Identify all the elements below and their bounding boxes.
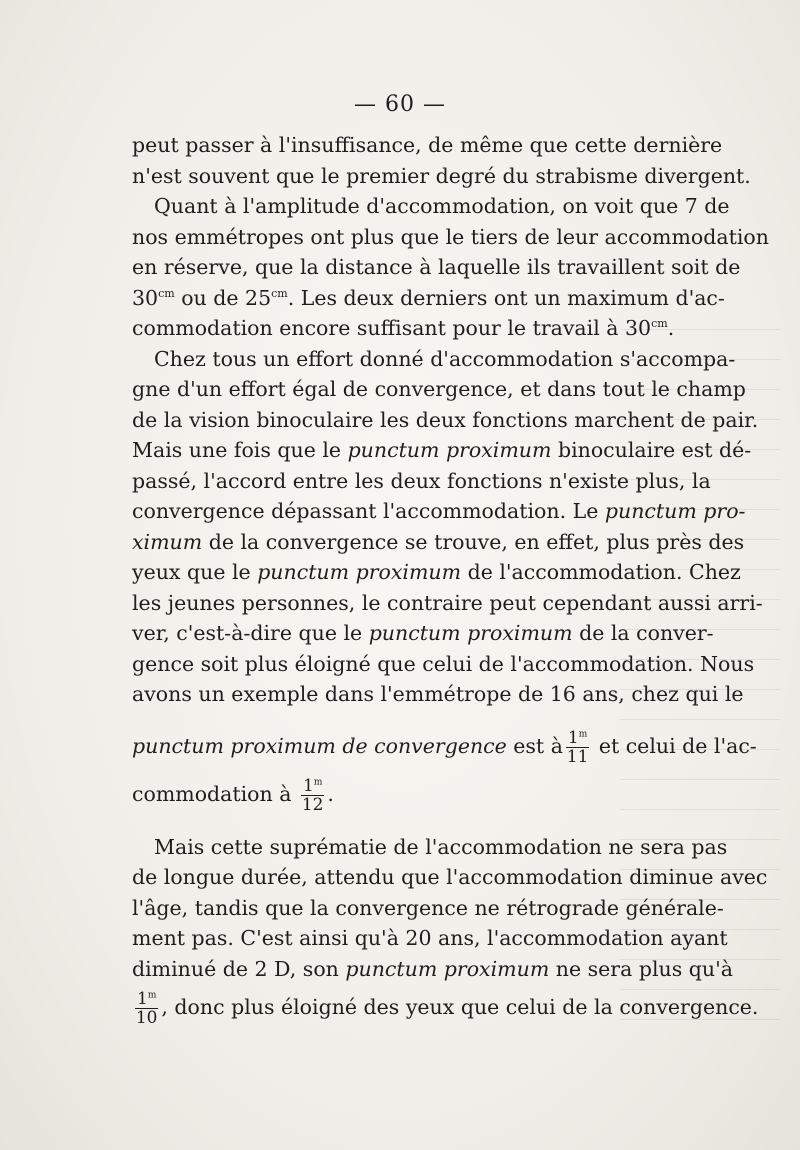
text-line (132, 772, 677, 820)
text-line (132, 435, 752, 466)
text-line (132, 832, 728, 863)
latin-term: punctum proximum (345, 956, 550, 981)
unit-superscript: cm (271, 286, 288, 300)
text-line (132, 893, 724, 924)
text-line (132, 649, 755, 680)
text-line (132, 130, 723, 161)
line-text: convergence dépassant l'accommodation. Le punctum pro- (132, 499, 746, 523)
body-text (132, 130, 769, 1032)
text-line (132, 344, 736, 375)
text-line (132, 618, 714, 649)
line-text: commodation à $\frac{1^m}{12}$ . (132, 776, 334, 815)
line-text: de la vision binoculaire les deux fonctions marchent de pair. (132, 407, 759, 432)
text-line (132, 557, 741, 588)
text-line (132, 588, 763, 619)
text-line (132, 984, 759, 1032)
fraction-1m-11: $\frac{1^m}{11}$ (566, 728, 589, 767)
latin-term: punctum proximum (368, 621, 573, 645)
text-line (132, 466, 711, 497)
line-text: Chez tous un effort donné d'accommodation s'accompa- (154, 346, 736, 371)
line-text: commodation encore suffisant pour le travail à $30^{cm}$. (132, 316, 675, 340)
line-text: l'âge, tandis que la convergence ne rétrograde générale- (132, 895, 724, 920)
line-text: yeux que le punctum proximum de l'accommodation. Chez (132, 560, 741, 584)
latin-term: punctum pro- (604, 499, 746, 523)
line-text: passé, l'accord entre les deux fonctions n'existe plus, la (132, 468, 711, 493)
text-line (132, 405, 759, 436)
line-text: gne d'un effort égal de convergence, et dans tout le champ (132, 377, 746, 401)
text-line (132, 222, 769, 253)
line-text: punctum proximum de convergence est à $\frac{1^m}{11}$ et celui de l'ac- (132, 728, 757, 767)
text-line (132, 252, 741, 283)
text-line (132, 191, 730, 222)
unit-superscript: cm (158, 286, 175, 300)
line-text: ximum de la convergence se trouve, en effet, plus près des (132, 529, 745, 554)
line-text: Mais une fois que le punctum proximum binoculaire est dé- (132, 438, 752, 462)
text-line (132, 679, 744, 710)
text-line (132, 161, 751, 192)
line-text: gence soit plus éloigné que celui de l'accommodation. Nous (132, 651, 755, 676)
line-text: nos emmétropes ont plus que le tiers de leur accommodation (132, 224, 769, 249)
line-text: peut passer à l'insuffisance, de même que cette dernière (132, 133, 723, 157)
unit-superscript: cm (651, 317, 668, 331)
text-line (132, 923, 728, 954)
latin-term: punctum proximum (257, 560, 462, 584)
text-line (132, 374, 746, 405)
fraction-1m-12: $\frac{1^m}{12}$ (301, 776, 324, 815)
line-text: Quant à l'amplitude d'accommodation, on voit que 7 de (154, 194, 730, 218)
fraction-1m-10: $\frac{1^m}{10}$ (135, 988, 158, 1028)
line-text: ment pas. C'est ainsi qu'à 20 ans, l'accommodation ayant (132, 926, 728, 950)
text-line (132, 496, 746, 527)
text-line (132, 862, 768, 893)
line-text: $\frac{1^m}{10}$ , donc plus éloigné des yeux que celui de la convergence. (135, 988, 759, 1028)
line-text: diminué de 2 D, son punctum proximum ne sera plus qu'à (132, 956, 733, 981)
text-line (132, 283, 725, 314)
text-line (132, 313, 677, 344)
latin-term: punctum proximum (347, 438, 552, 462)
line-text: ver, c'est-à-dire que le punctum proximum de la conver- (132, 621, 714, 645)
text-line (132, 724, 757, 772)
line-text: $30^{cm}$ ou de $25^{cm}$. Les deux derniers ont un maximum d'ac- (132, 285, 725, 310)
line-text: Mais cette suprématie de l'accommodation ne sera pas (154, 834, 728, 859)
text-line (132, 954, 733, 985)
page-number: — 60 — (354, 92, 446, 117)
line-text: avons un exemple dans l'emmétrope de 16 ans, chez qui le (132, 682, 744, 706)
latin-term: ximum (132, 529, 203, 554)
text-line (132, 527, 745, 558)
line-text: de longue durée, attendu que l'accommodation diminue avec (132, 865, 768, 889)
line-text: n'est souvent que le premier degré du strabisme divergent. (132, 163, 751, 188)
line-text: les jeunes personnes, le contraire peut cependant aussi arri- (132, 590, 763, 615)
latin-term: punctum proximum de convergence (132, 734, 507, 758)
line-text: en réserve, que la distance à laquelle ils travaillent soit de (132, 255, 741, 279)
